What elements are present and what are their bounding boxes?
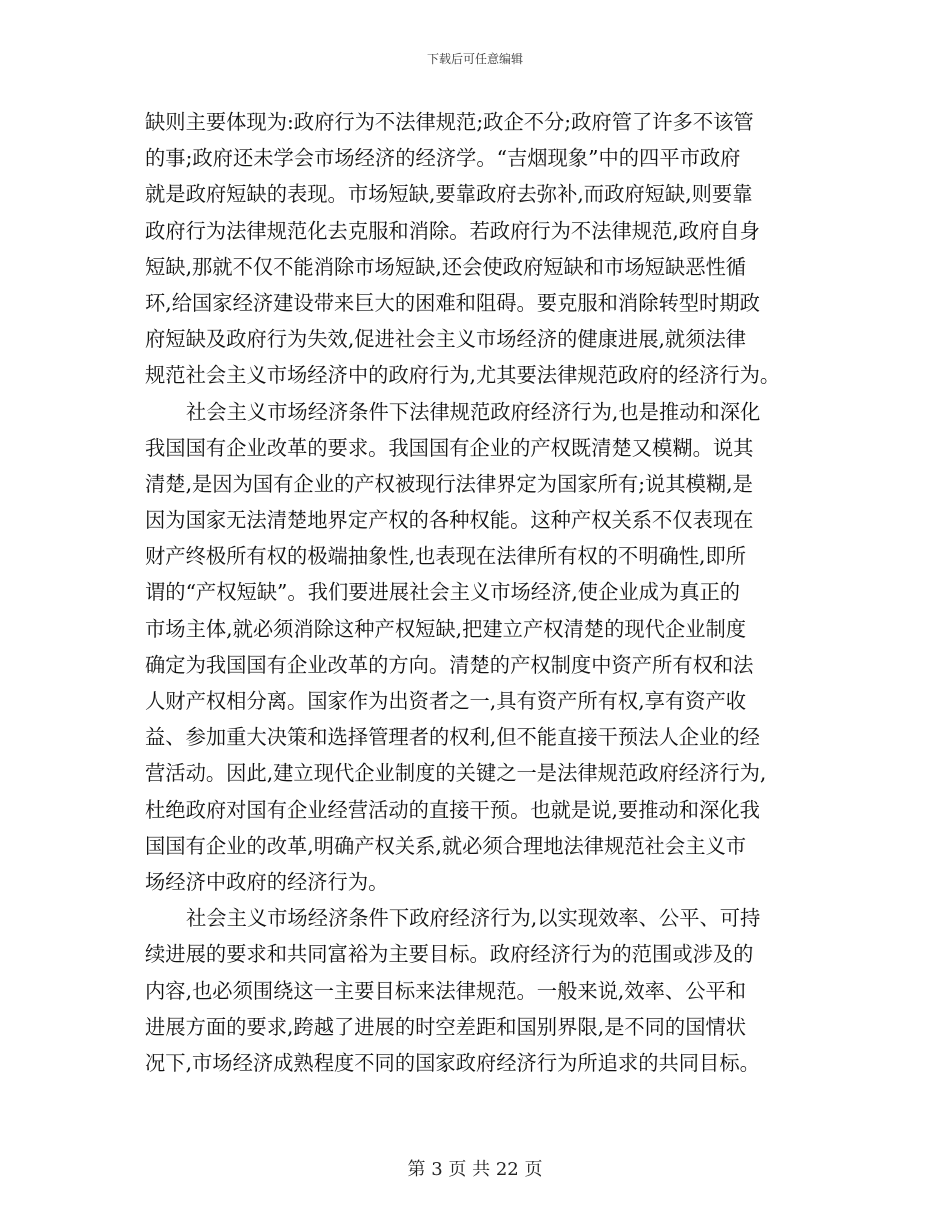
text-line: 国国有企业的改革,明确产权关系,就必须合理地法律规范社会主义市 — [145, 833, 747, 858]
page-number: 第 3 页 共 22 页 — [407, 1159, 543, 1180]
text-line: 市场主体,就必须消除这种产权短缺,把建立产权清楚的现代企业制度 — [145, 616, 747, 641]
text-line: 清楚,是因为国有企业的产权被现行法律界定为国家所有;说其模糊,是 — [145, 471, 753, 496]
text-line: 的事;政府还未学会市场经济的经济学。“吉烟现象”中的四平市政府 — [145, 146, 741, 171]
text-line: 场经济中政府的经济行为。 — [145, 869, 389, 894]
text-line: 环,给国家经济建设带来巨大的困难和阻碍。要克服和消除转型时期政 — [145, 290, 760, 315]
text-line: 因为国家无法清楚地界定产权的各种权能。这种产权关系不仅表现在 — [145, 508, 754, 533]
text-line: 进展方面的要求,跨越了进展的时空差距和国别界限,是不同的国情状 — [145, 1014, 747, 1039]
text-line: 确定为我国国有企业改革的方向。清楚的产权制度中资产所有权和法 — [145, 652, 754, 677]
text-line: 益、参加重大决策和选择管理者的权利,但不能直接干预法人企业的经 — [145, 725, 760, 750]
text-line: 谓的“产权短缺”。我们要进展社会主义市场经济,使企业成为真正的 — [145, 580, 741, 605]
text-line: 就是政府短缺的表现。市场短缺,要靠政府去弥补,而政府短缺,则要靠 — [145, 182, 753, 207]
page-footer — [0, 1158, 950, 1182]
body-text — [145, 104, 807, 1081]
header-note: 下载后可任意编辑 — [426, 52, 523, 66]
text-line: 续进展的要求和共同富裕为主要目标。政府经济行为的范围或涉及的 — [145, 942, 754, 967]
text-line: 杜绝政府对国有企业经营活动的直接干预。也就是说,要推动和深化我 — [145, 797, 760, 822]
paragraph-start-line: 社会主义市场经济条件下法律规范政府经济行为,也是推动和深化 — [186, 399, 761, 424]
page-header — [0, 51, 950, 67]
text-line: 规范社会主义市场经济中的政府行为,尤其要法律规范政府的经济行为。 — [145, 363, 781, 388]
text-line: 况下,市场经济成熟程度不同的国家政府经济行为所追求的共同目标。 — [145, 1050, 760, 1075]
text-line: 政府行为法律规范化去克服和消除。若政府行为不法律规范,政府自身 — [145, 218, 760, 243]
text-line: 财产终极所有权的极端抽象性,也表现在法律所有权的不明确性,即所 — [145, 544, 747, 569]
text-line: 短缺,那就不仅不能消除市场短缺,还会使政府短缺和市场短缺恶性循 — [145, 254, 747, 279]
text-line: 缺则主要体现为:政府行为不法律规范;政企不分;政府管了许多不该管 — [145, 110, 754, 134]
text-line: 我国国有企业改革的要求。我国国有企业的产权既清楚又模糊。说其 — [145, 435, 754, 460]
text-line: 营活动。因此,建立现代企业制度的关键之一是法律规范政府经济行为, — [145, 761, 767, 786]
text-line: 内容,也必须围绕这一主要目标来法律规范。一般来说,效率、公平和 — [145, 978, 747, 1003]
text-line: 府短缺及政府行为失效,促进社会主义市场经济的健康进展,就须法律 — [145, 327, 747, 352]
paragraph-start-line: 社会主义市场经济条件下政府经济行为,以实现效率、公平、可持 — [186, 906, 761, 931]
text-line: 人财产权相分离。国家作为出资者之一,具有资产所有权,享有资产收 — [145, 689, 747, 713]
